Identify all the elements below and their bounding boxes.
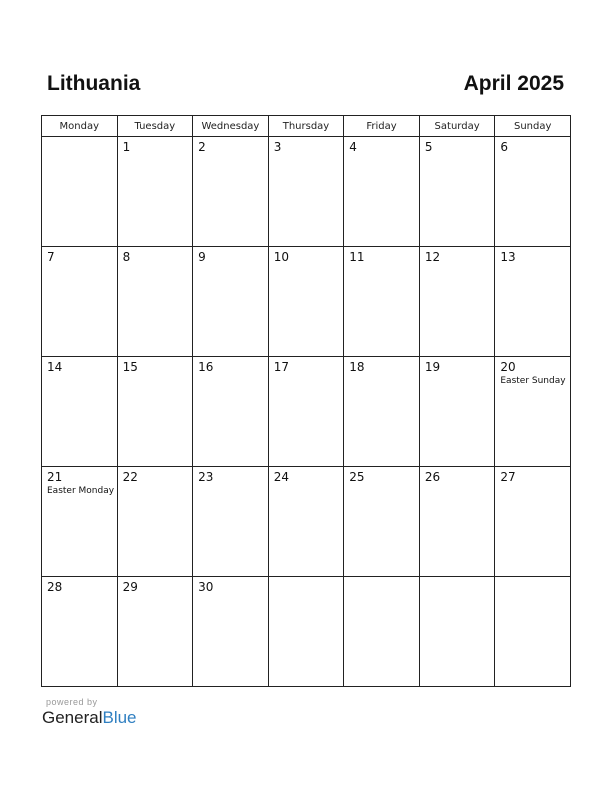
day-cell [117,467,193,577]
day-number: 3 [273,140,282,154]
day-cell [495,137,571,247]
day-number: 18 [349,360,365,374]
day-cell [419,357,495,467]
day-number: 30 [198,580,214,594]
day-number: 19 [424,360,441,374]
day-cell [268,247,344,357]
brand-general-text: General [42,708,103,727]
country-title: Lithuania [47,72,141,95]
day-number: 26 [424,470,441,484]
weekday-header: Monday [42,116,118,137]
month-year-title: April 2025 [463,72,564,95]
day-number: 9 [198,250,206,264]
weekday-header-row [42,116,571,137]
day-number: 21 [47,470,63,484]
day-cell [495,357,571,467]
weekday-header: Friday [344,116,420,137]
weekday-header: Sunday [495,116,571,137]
day-cell [117,247,193,357]
day-cell [42,577,118,687]
week-row [42,137,571,247]
day-number: 6 [500,140,509,154]
day-number: 10 [273,250,289,264]
week-row [42,467,571,577]
holiday-label: Easter Sunday [500,376,566,386]
day-cell [193,467,269,577]
day-cell [42,137,118,247]
day-cell [193,137,269,247]
week-row [42,247,571,357]
brand-blue-text: Blue [102,708,137,727]
day-number: 13 [500,250,516,264]
day-number: 29 [122,580,138,594]
week-row [42,357,571,467]
day-cell [495,467,571,577]
day-cell [268,577,344,687]
weekday-header: Wednesday [193,116,269,137]
day-number: 23 [198,470,214,484]
generalblue-logo[interactable] [42,708,137,728]
weekday-header: Tuesday [117,116,193,137]
day-cell [268,467,344,577]
day-number: 1 [122,140,131,154]
holiday-label: Easter Monday [47,486,115,496]
day-cell [344,467,420,577]
day-number: 8 [122,250,131,264]
day-number: 7 [47,250,55,264]
day-number: 12 [424,250,441,264]
day-number: 25 [349,470,365,484]
calendar-grid [41,115,571,687]
day-number: 27 [500,470,516,484]
day-number: 14 [47,360,63,374]
day-cell [268,357,344,467]
day-cell [344,357,420,467]
day-number: 15 [122,360,138,374]
day-cell [117,137,193,247]
weekday-header: Thursday [268,116,344,137]
day-cell [42,247,118,357]
day-number: 20 [500,360,516,374]
day-number: 4 [349,140,357,154]
week-row [42,577,571,687]
day-cell [42,467,118,577]
day-cell [42,357,118,467]
day-number: 28 [47,580,63,594]
day-cell [193,357,269,467]
day-cell [344,137,420,247]
day-number: 11 [349,250,365,264]
day-cell [495,247,571,357]
powered-by-label: powered by [46,697,98,707]
day-number: 17 [273,360,289,374]
day-cell [344,577,420,687]
day-number: 22 [122,470,138,484]
day-cell [193,577,269,687]
day-cell [419,577,495,687]
day-cell [419,247,495,357]
day-cell [193,247,269,357]
day-number: 5 [424,140,433,154]
day-cell [419,137,495,247]
day-cell [495,577,571,687]
weekday-header: Saturday [419,116,495,137]
day-cell [117,577,193,687]
day-number: 16 [198,360,214,374]
day-cell [419,467,495,577]
day-cell [268,137,344,247]
day-cell [117,357,193,467]
day-cell [344,247,420,357]
day-number: 24 [273,470,289,484]
day-number: 2 [198,140,206,154]
